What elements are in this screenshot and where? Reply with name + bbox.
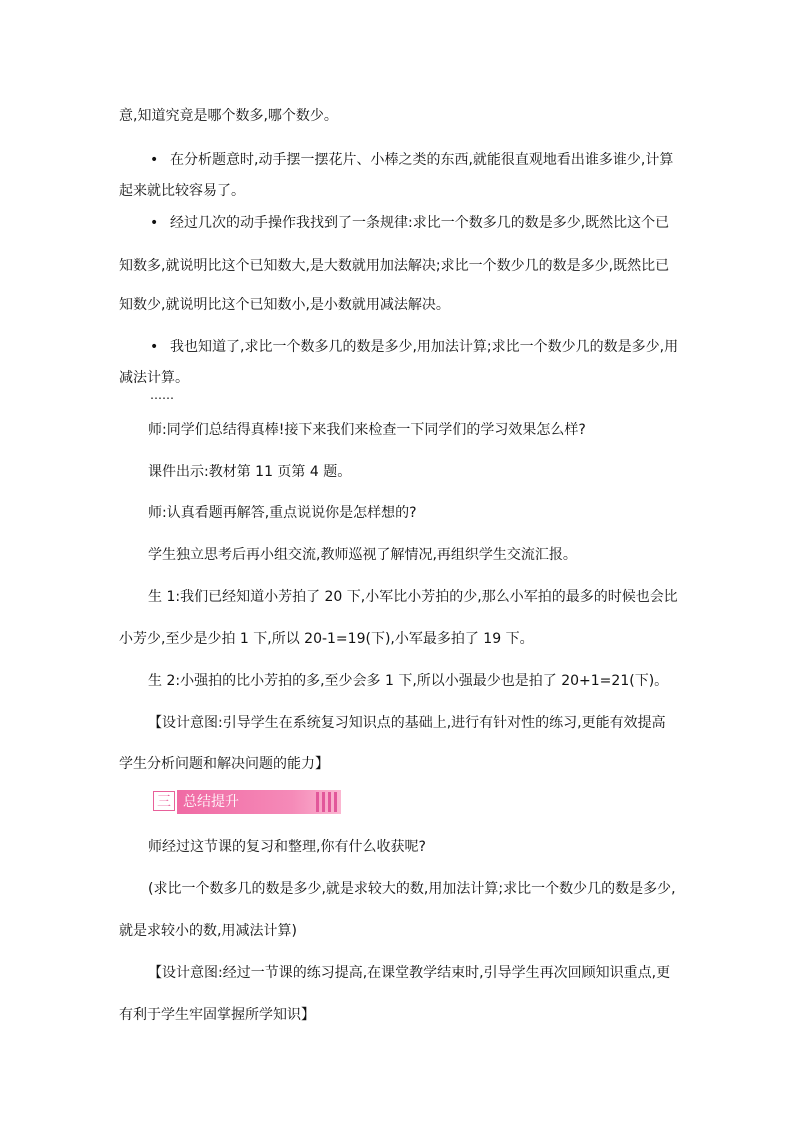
section-title: 总结提升 [183,794,239,810]
text-line: (求比一个数多几的数是多少,就是求较大的数,用加法计算;求比一个数少几的数是多少, [148,881,676,897]
design-intent-note: 【设计意图:经过一节课的练习提高,在课堂教学结束时,引导学生再次回顾知识重点,更 [148,965,671,981]
text-line: 在分析题意时,动手摆一摆花片、小棒之类的东西,就能很直观地看出谁多谁少,计算 [170,152,674,168]
ellipsis: …… [150,388,174,402]
stripe-decoration [316,792,337,812]
text-line: 起来就比较容易了。 [119,183,245,199]
text-line: 就是求较小的数,用减法计算) [119,923,297,939]
text-line: 知数多,就说明比这个已知数大,是大数就用加法解决;求比一个数少几的数是多少,既然比已 [119,258,670,274]
text-line: 师:认真看题再解答,重点说说你是怎样想的? [148,505,417,521]
text-line: 小芳少,至少是少拍 1 下,所以 20-1=19(下),小军最多拍了 19 下。 [119,631,534,647]
text-line: 经过几次的动手操作我找到了一条规律:求比一个数多几的数是多少,既然比这个已 [170,215,670,231]
text-line: 课件出示:教材第 11 页第 4 题。 [148,464,352,480]
design-intent-note: 有利于学生牢固掌握所学知识】 [119,1007,315,1023]
design-intent-note: 【设计意图:引导学生在系统复习知识点的基础上,进行有针对性的练习,更能有效提高 [148,715,666,731]
bullet-icon: • [150,215,159,231]
section-header [153,790,341,814]
text-line: 师经过这节课的复习和整理,你有什么收获呢? [148,839,426,855]
text-line: 减法计算。 [119,370,189,386]
bullet-icon: • [150,152,159,168]
section-title-bar [177,790,341,814]
text-line: 学生独立思考后再小组交流,教师巡视了解情况,再组织学生交流汇报。 [148,547,577,563]
text-line: 生 1:我们已经知道小芳拍了 20 下,小军比小芳拍的少,那么小军拍的最多的时候也会比 [148,589,678,605]
text-line: 知数少,就说明比这个已知数小,是小数就用减法解决。 [119,297,450,313]
section-number: 三 [153,791,175,811]
text-line: 生 2:小强拍的比小芳拍的多,至少会多 1 下,所以小强最少也是拍了 20+1=21(下)。 [148,673,669,689]
text-line: 我也知道了,求比一个数多几的数是多少,用加法计算;求比一个数少几的数是多少,用 [170,339,679,355]
bullet-icon: • [150,339,159,355]
text-line: 师:同学们总结得真棒!接下来我们来检查一下同学们的学习效果怎么样? [148,422,586,438]
design-intent-note: 学生分析问题和解决问题的能力】 [119,756,329,772]
text-line: 意,知道究竟是哪个数多,哪个数少。 [119,108,338,124]
